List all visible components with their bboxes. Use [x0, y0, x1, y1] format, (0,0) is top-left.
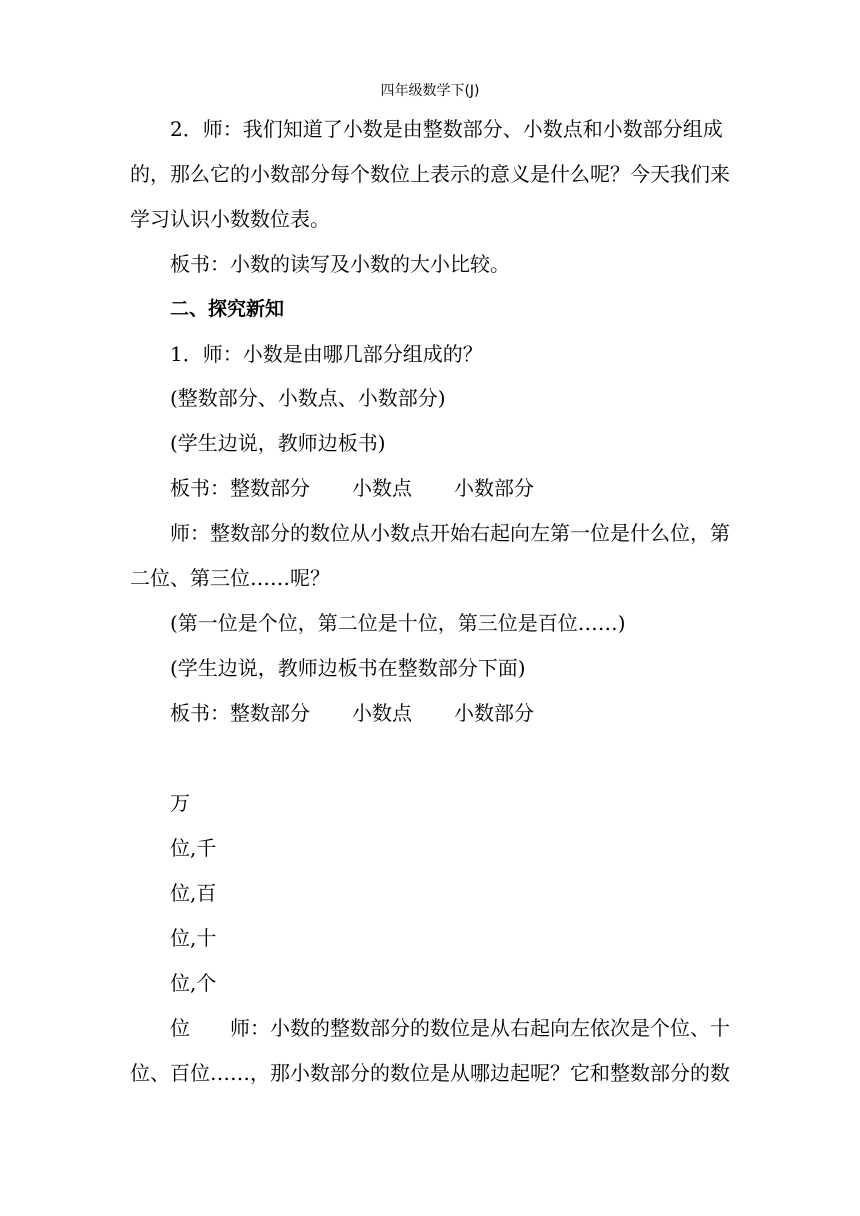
place-value-item: 位,百 [170, 881, 217, 905]
board-decimal-point: 小数点 [352, 701, 412, 725]
paragraph-line: 板书：小数的读写及小数的大小比较。 [170, 252, 510, 276]
paragraph-line: 1．师：小数是由哪几部分组成的？ [170, 342, 483, 366]
paragraph-line: 的，那么它的小数部分每个数位上表示的意义是什么呢？今天我们来 [130, 162, 730, 186]
place-value-item: 位,十 [170, 926, 217, 950]
paragraph-line: 师：整数部分的数位从小数点开始右起向左第一位是什么位，第 [170, 521, 730, 545]
board-prefix: 板书：整数部分 [170, 701, 310, 725]
board-decimal-point: 小数点 [352, 476, 412, 500]
paragraph-line: 师：小数的整数部分的数位是从右起向左依次是个位、十 [230, 1016, 730, 1040]
board-line [170, 476, 534, 500]
page-header: 四年级数学下(J) [380, 83, 480, 99]
board-prefix: 板书：整数部分 [170, 476, 310, 500]
note-line: (学生边说，教师边板书) [170, 431, 386, 455]
board-decimal-part: 小数部分 [454, 476, 534, 500]
paragraph-line: 二位、第三位……呢？ [130, 566, 330, 590]
board-line [170, 701, 534, 725]
place-value-item: 位,千 [170, 836, 217, 860]
paragraph-line: 2．师：我们知道了小数是由整数部分、小数点和小数部分组成 [170, 117, 723, 141]
board-decimal-part: 小数部分 [454, 701, 534, 725]
paragraph-line: 学习认识小数数位表。 [130, 207, 330, 231]
place-value-item: 位 [170, 1016, 190, 1040]
place-value-item: 位,个 [170, 971, 217, 995]
answer-line: (整数部分、小数点、小数部分) [170, 386, 446, 410]
place-value-item: 万 [170, 791, 190, 815]
answer-line: (第一位是个位，第二位是十位，第三位是百位……) [170, 611, 626, 635]
note-line: (学生边说，教师边板书在整数部分下面) [170, 656, 526, 680]
paragraph-line: 位、百位……，那小数部分的数位是从哪边起呢？它和整数部分的数 [130, 1061, 730, 1085]
section-heading: 二、探究新知 [170, 298, 285, 320]
